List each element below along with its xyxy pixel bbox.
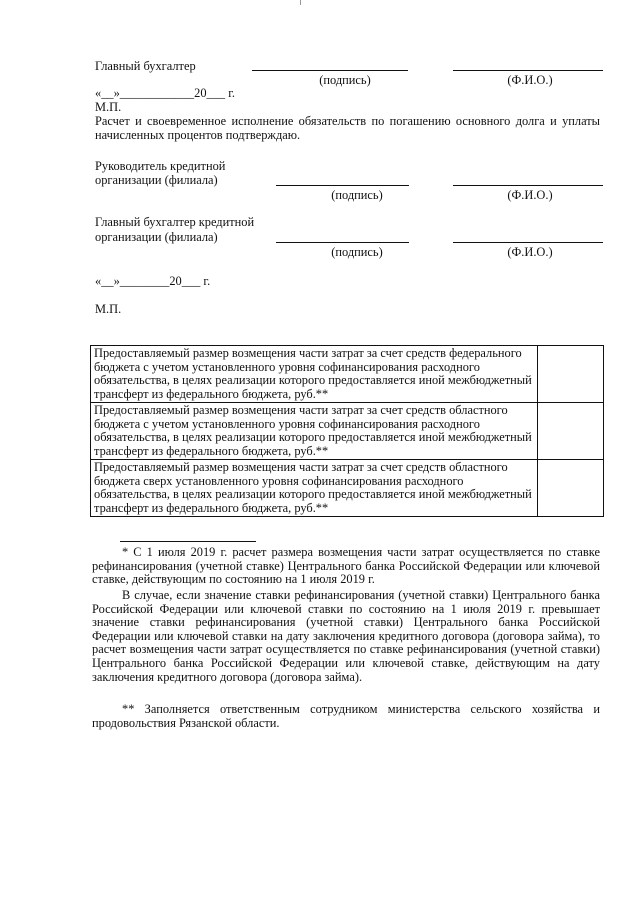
table-row <box>91 346 604 403</box>
table-row-label: Предоставляемый размер возмещения части затрат за счет средств областного бюджета с учетом установленного уровня софинансирования расходного обязательства, в целях реализации которого предоставляется иной межбюджетный трансферт из федерального бюджета, руб.** <box>91 403 538 460</box>
chief-accountant-stamp: М.П. <box>95 100 122 114</box>
bank-head-signature-caption: (подпись) <box>331 188 383 202</box>
bank-accountant-label-line2: организации (филиала) <box>95 230 218 244</box>
bank-head-label-line2: организации (филиала) <box>95 173 218 187</box>
bank-accountant-name-caption: (Ф.И.О.) <box>507 245 553 259</box>
bank-date-line: «__»________20___ г. <box>95 274 211 288</box>
footnote-separator <box>120 541 256 542</box>
chief-accountant-signature-caption: (подпись) <box>319 73 371 87</box>
bank-accountant-label-line1: Главный бухгалтер кредитной <box>95 215 255 229</box>
confirmation-text: Расчет и своевременное исполнение обязательств по погашению основного долга и уплаты начисленных процентов подтверждаю. <box>95 114 600 142</box>
table-row-value <box>538 460 604 517</box>
table-row-label: Предоставляемый размер возмещения части затрат за счет средств федерального бюджета с учетом установленного уровня софинансирования расходного обязательства, в целях реализации которого предоставляется иной межбюджетный трансферт из федерального бюджета, руб.** <box>91 346 538 403</box>
chief-accountant-label: Главный бухгалтер <box>95 59 196 73</box>
bank-stamp: М.П. <box>95 302 122 316</box>
bank-head-name-line <box>453 185 603 186</box>
bank-head-label-line1: Руководитель кредитной <box>95 159 226 173</box>
bank-accountant-name-line <box>453 242 603 243</box>
bank-head-name-caption: (Ф.И.О.) <box>507 188 553 202</box>
scan-mark <box>300 0 301 5</box>
table-row <box>91 460 604 517</box>
chief-accountant-signature-line <box>252 70 408 71</box>
footnote-1: * С 1 июля 2019 г. расчет размера возмещения части затрат осуществляется по ставке рефинансирования (учетной ставке) Центрального банка Российской Федерации или ключевой ставке, действующим по состоянию на 1 июля 2019 г. <box>92 545 600 587</box>
footnote-1-continuation: В случае, если значение ставки рефинансирования (учетной ставки) Центрального банка Российской Федерации или ключевой ставки по состоянию на 1 июля 2019 г. превышает значение ставки рефинансирования (учетной ставки) Центрального банка Российской Федерации или ключевой ставки на дату заключения кредитного договора (договора займа), то расчет возмещения части затрат осуществляется по ставке рефинансирования (учетной ставки) Центрального банка Российской Федерации или ключевой ставке, действующим на дату заключения кредитного договора (договора займа). <box>92 588 600 684</box>
table-row-label: Предоставляемый размер возмещения части затрат за счет средств областного бюджета сверх установленного уровня софинансирования расходного обязательства, в целях реализации которого предоставляется иной межбюджетный трансферт из федерального бюджета, руб.** <box>91 460 538 517</box>
table-row-value <box>538 403 604 460</box>
table-row-value <box>538 346 604 403</box>
reimbursement-table <box>90 345 604 517</box>
table-row <box>91 403 604 460</box>
chief-accountant-name-caption: (Ф.И.О.) <box>507 73 553 87</box>
bank-accountant-signature-line <box>276 242 409 243</box>
chief-accountant-name-line <box>453 70 603 71</box>
footnote-2: ** Заполняется ответственным сотрудником министерства сельского хозяйства и продовольствия Рязанской области. <box>92 702 600 730</box>
bank-head-signature-line <box>276 185 409 186</box>
bank-accountant-signature-caption: (подпись) <box>331 245 383 259</box>
chief-accountant-date-line: «__»____________20___ г. <box>95 86 235 100</box>
